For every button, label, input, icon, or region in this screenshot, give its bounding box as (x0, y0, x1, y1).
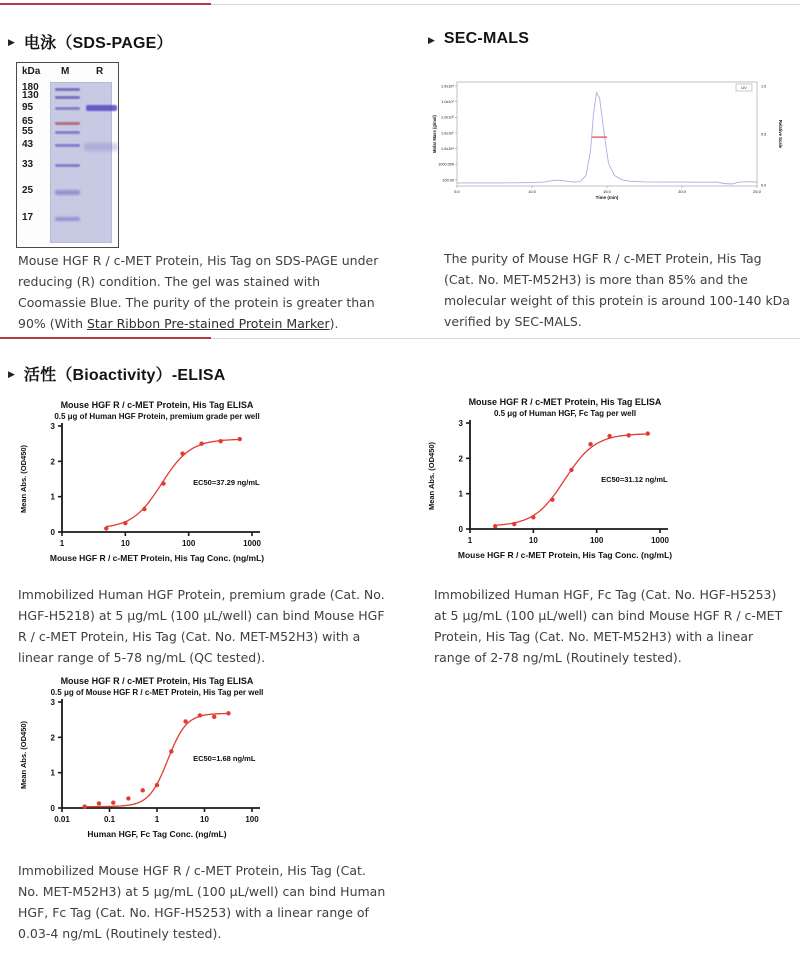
sec-mals-chart (427, 76, 795, 218)
gel-marker-kda-label: 180 (22, 82, 39, 94)
svg-text:100.00: 100.00 (442, 178, 454, 183)
svg-text:10.0: 10.0 (528, 189, 536, 194)
svg-text:3: 3 (50, 422, 55, 431)
bullet-triangle-icon: ▶ (428, 34, 435, 45)
svg-text:0: 0 (50, 804, 55, 813)
sec-yaxis-right-label: Relative Scale (778, 119, 783, 149)
svg-text:1000: 1000 (243, 539, 261, 548)
svg-text:15.0: 15.0 (603, 189, 611, 194)
svg-text:10: 10 (528, 536, 538, 545)
svg-text:0.5: 0.5 (761, 132, 767, 137)
bullet-triangle-icon: ▶ (8, 37, 15, 47)
sds-page-gel-figure (16, 62, 119, 248)
svg-text:100: 100 (181, 539, 196, 548)
svg-text:1: 1 (59, 539, 65, 548)
svg-text:5.0: 5.0 (454, 189, 460, 194)
elisa-yaxis-label: Mean Abs. (OD450) (427, 441, 436, 511)
svg-text:2: 2 (50, 733, 55, 743)
svg-text:1: 1 (154, 815, 160, 824)
elisa3-caption: Immobilized Mouse HGF R / c-MET Protein, His Tag (Cat. No. MET-M52H3) at 5 μg/mL (100 μL/well) can bind Human HGF, Fc Tag (Cat. No. HGF-H5253) with a linear range of 0.03-4 ng/mL (Routinely tested). (18, 863, 386, 941)
gel-marker-kda-label: 95 (22, 101, 34, 113)
sec-legend-uv-label: UV (741, 86, 747, 91)
gel-lane-m-label: M (61, 66, 70, 77)
divider-red-segment (0, 337, 211, 339)
divider-gray-segment (211, 4, 800, 5)
elisa-yaxis-label: Mean Abs. (OD450) (19, 444, 28, 514)
gel-marker-band (55, 190, 80, 195)
sec-yaxis-left-label: Molar Mass (g/mol) (432, 115, 437, 153)
gel-marker-kda-label: 17 (22, 212, 34, 224)
elisa-xaxis-label: Human HGF, Fc Tag Conc. (ng/mL) (87, 829, 227, 839)
svg-text:10: 10 (200, 815, 209, 824)
sec-plot-area (457, 82, 757, 186)
svg-text:2: 2 (50, 457, 55, 467)
gel-marker-kda-label: 25 (22, 185, 34, 197)
sds-caption-text-end: ). (329, 316, 339, 331)
svg-text:3: 3 (458, 419, 463, 428)
divider-gray-segment (211, 338, 800, 339)
svg-text:0.1: 0.1 (103, 815, 116, 824)
gel-area (50, 82, 112, 243)
gel-marker-band (55, 164, 80, 167)
svg-text:3: 3 (50, 698, 55, 707)
sds-page-heading-text: 电泳（SDS-PAGE） (23, 35, 173, 52)
svg-text:25.0: 25.0 (753, 189, 761, 194)
sec-xaxis-label: Time (min) (595, 195, 619, 200)
gel-marker-kda-label: 33 (22, 158, 34, 170)
elisa-chart-2 (420, 393, 710, 605)
elisa1-caption: Immobilized Human HGF Protein, premium grade (Cat. No. HGF-H5218) at 5 μg/mL (100 μL/well) can bind Mouse HGF R / c-MET Protein, His Tag (Cat. No. MET-M52H3) with a linear range of 5-78 ng/mL (QC tested). (18, 587, 385, 665)
bullet-triangle-icon: ▶ (8, 369, 15, 379)
svg-text:20.0: 20.0 (678, 189, 686, 194)
bioactivity-heading-text: 活性（Bioactivity）-ELISA (23, 367, 226, 384)
sds-page-caption (18, 250, 386, 334)
svg-text:0: 0 (50, 528, 55, 537)
gel-marker-band (55, 217, 80, 222)
sec-mals-section-heading (428, 30, 529, 48)
gel-marker-band (55, 88, 80, 91)
gel-marker-kda-label: 55 (22, 125, 34, 137)
sds-caption-text: Mouse HGF R / c-MET Protein, His Tag on SDS-PAGE under reducing (R) condition. The gel was stained with Coomassie Blue. The purity of the protein is greater than 90% (With (18, 253, 379, 331)
svg-text:1: 1 (50, 768, 55, 778)
svg-text:1: 1 (467, 536, 473, 545)
elisa-subtitle: 0.5 μg of Human HGF, Fc Tag per well (493, 409, 637, 418)
sec-mals-heading-text: SEC-MALS (443, 30, 530, 47)
svg-text:1: 1 (50, 492, 55, 502)
gel-marker-kda-label: 65 (22, 116, 34, 128)
svg-text:100: 100 (589, 536, 604, 545)
svg-text:10: 10 (120, 539, 130, 548)
gel-lane-r-label: R (96, 66, 104, 77)
svg-text:1.0x10⁴: 1.0x10⁴ (440, 146, 454, 151)
bioactivity-section-heading (8, 362, 225, 385)
elisa-ec50-annotation: EC50=31.12 ng/mL (601, 475, 668, 485)
elisa-chart-1 (12, 396, 302, 608)
elisa-ec50-annotation: EC50=37.29 ng/mL (193, 478, 260, 488)
gel-marker-kda-label: 43 (22, 138, 34, 150)
svg-text:1: 1 (458, 489, 463, 499)
elisa-title: Mouse HGF R / c-MET Protein, His Tag ELISA (468, 397, 662, 407)
sec-mals-caption: The purity of Mouse HGF R / c-MET Protein, His Tag (Cat. No. MET-M52H3) is more than 85% and the molecular weight of this protein is around 100-140 kDa verified by SEC-MALS. (444, 251, 790, 329)
elisa-chart-3 (12, 672, 302, 884)
sds-page-section-heading (8, 30, 173, 53)
elisa2-caption: Immobilized Human HGF, Fc Tag (Cat. No. HGF-H5253) at 5 μg/mL (100 μL/well) can bind Mouse HGF R / c-MET Protein, His Tag (Cat. No. MET-M52H3) with a linear range of 2-78 ng/mL (Routinely tested). (434, 587, 783, 665)
svg-text:100: 100 (245, 815, 259, 824)
elisa-subtitle: 0.5 μg of Mouse HGF R / c-MET Protein, His Tag per well (50, 688, 264, 697)
svg-text:0.01: 0.01 (54, 815, 70, 824)
svg-text:1000.000: 1000.000 (438, 162, 454, 167)
svg-text:1000: 1000 (651, 536, 669, 545)
protein-marker-link[interactable]: Star Ribbon Pre-stained Protein Marker (87, 316, 330, 331)
gel-marker-band (55, 96, 80, 99)
divider-red-segment (0, 3, 211, 5)
svg-text:2: 2 (458, 454, 463, 464)
gel-sample-band-faint (84, 143, 118, 151)
svg-text:1.0x10⁵: 1.0x10⁵ (441, 131, 454, 136)
gel-unit-label: kDa (22, 66, 41, 77)
gel-marker-band (55, 122, 80, 125)
svg-text:0.0: 0.0 (761, 183, 767, 188)
elisa-yaxis-label: Mean Abs. (OD450) (19, 720, 28, 790)
elisa-subtitle: 0.5 μg of Human HGF Protein, premium grade per well (54, 412, 260, 421)
gel-marker-kda-label: 130 (22, 90, 39, 102)
section-divider-mid (0, 337, 800, 339)
elisa-ec50-annotation: EC50=1.68 ng/mL (193, 754, 256, 764)
elisa-title: Mouse HGF R / c-MET Protein, His Tag ELISA (60, 400, 254, 410)
svg-text:1.0x10⁸: 1.0x10⁸ (440, 84, 454, 89)
svg-text:1.0x10⁶: 1.0x10⁶ (441, 115, 454, 120)
section-divider-top (0, 3, 800, 5)
svg-text:1.0: 1.0 (761, 84, 767, 89)
gel-sample-band-strong (86, 105, 117, 111)
elisa-xaxis-label: Mouse HGF R / c-MET Protein, His Tag Conc. (ng/mL) (457, 550, 673, 560)
gel-marker-band (55, 144, 80, 147)
svg-text:1.0x10⁷: 1.0x10⁷ (441, 99, 454, 104)
gel-marker-band (55, 107, 80, 110)
svg-text:0: 0 (458, 525, 463, 534)
elisa-title: Mouse HGF R / c-MET Protein, His Tag ELISA (60, 676, 254, 686)
elisa-xaxis-label: Mouse HGF R / c-MET Protein, His Tag Conc. (ng/mL) (49, 553, 265, 563)
gel-marker-band (55, 131, 80, 134)
